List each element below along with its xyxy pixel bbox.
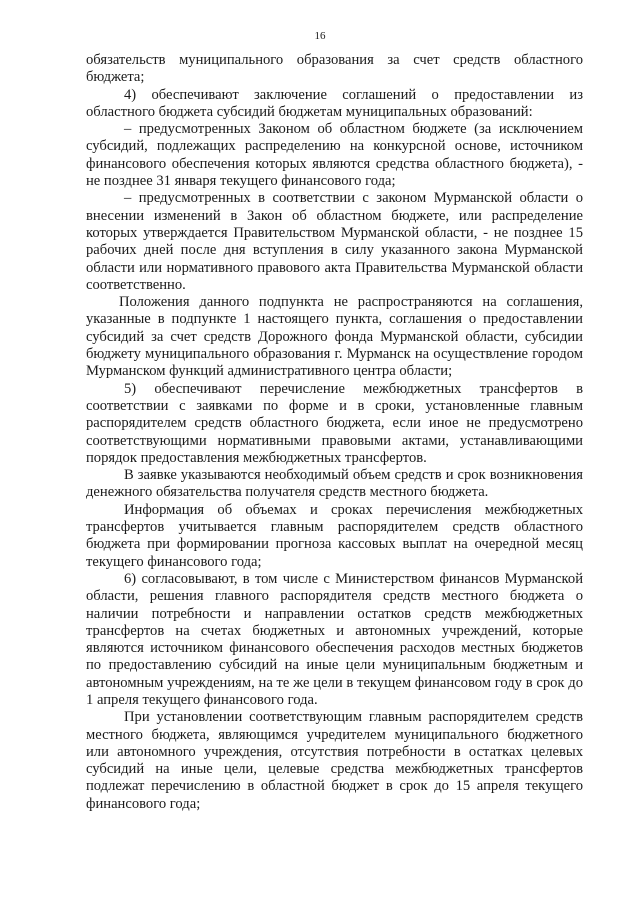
paragraph: Положения данного подпункта не распространяются на соглашения, указанные в подпункте 1 настоящего пункта, соглашения о предоставлении субсидий за счет средств Дорожного фонда Мурманской области, субсидии бюджету муниципального образования г. Мурманск на осуществление городом Мурманском функций административного центра области;	[86, 294, 583, 380]
paragraph: обязательств муниципального образования за счет средств областного бюджета;	[86, 52, 583, 86]
document-body	[86, 52, 583, 813]
paragraph: 5) обеспечивают перечисление межбюджетных трансфертов в соответствии с заявками по форме и в сроки, установленные главным распорядителем средств областного бюджета, если иное не предусмотрено соответствующими нормативными правовыми актами, устанавливающими порядок предоставления межбюджетных трансфертов.	[86, 380, 583, 466]
page-number: 16	[314, 30, 326, 42]
paragraph: 6) согласовывают, в том числе с Министерством финансов Мурманской области, решения главного распорядителя средств местного бюджета о наличии потребности и направлении остатков средств межбюджетных трансфертов на счетах бюджетных и автономных учреждений, которые являются источником финансового обеспечения расходов местных бюджетов по предоставлению субсидий на иные цели муниципальным бюджетным и автономным учреждениям, на те же цели в текущем финансовом году в срок до 1 апреля текущего финансового года.	[86, 570, 583, 708]
paragraph: 4) обеспечивают заключение соглашений о предоставлении из областного бюджета субсидий бюджетам муниципальных образований:	[86, 86, 583, 120]
list-item: – предусмотренных в соответствии с законом Мурманской области о внесении изменений в Закон об областном бюджете, или распределение которых утверждается Правительством Мурманской области, - не позднее 15 рабочих дней после дня вступления в силу указанного закона Мурманской области или нормативного правового акта Правительства Мурманской области соответственно.	[86, 190, 583, 293]
list-item: – предусмотренных Законом об областном бюджете (за исключением субсидий, подлежащих распределению на конкурсной основе, источником финансового обеспечения которых являются средства областного бюджета), - не позднее 31 января текущего финансового года;	[86, 121, 583, 190]
paragraph: Информация об объемах и сроках перечисления межбюджетных трансфертов учитывается главным распорядителем средств областного бюджета при формировании прогноза кассовых выплат на очередной месяц текущего финансового года;	[86, 501, 583, 570]
paragraph: При установлении соответствующим главным распорядителем средств местного бюджета, являющимся учредителем муниципального бюджетного или автономного учреждения, отсутствия потребности в остатках целевых субсидий на иные цели, целевые средства межбюджетных трансфертов подлежат перечислению в областной бюджет в срок до 15 апреля текущего финансового года;	[86, 709, 583, 812]
paragraph: В заявке указываются необходимый объем средств и срок возникновения денежного обязательства получателя средств местного бюджета.	[86, 467, 583, 501]
